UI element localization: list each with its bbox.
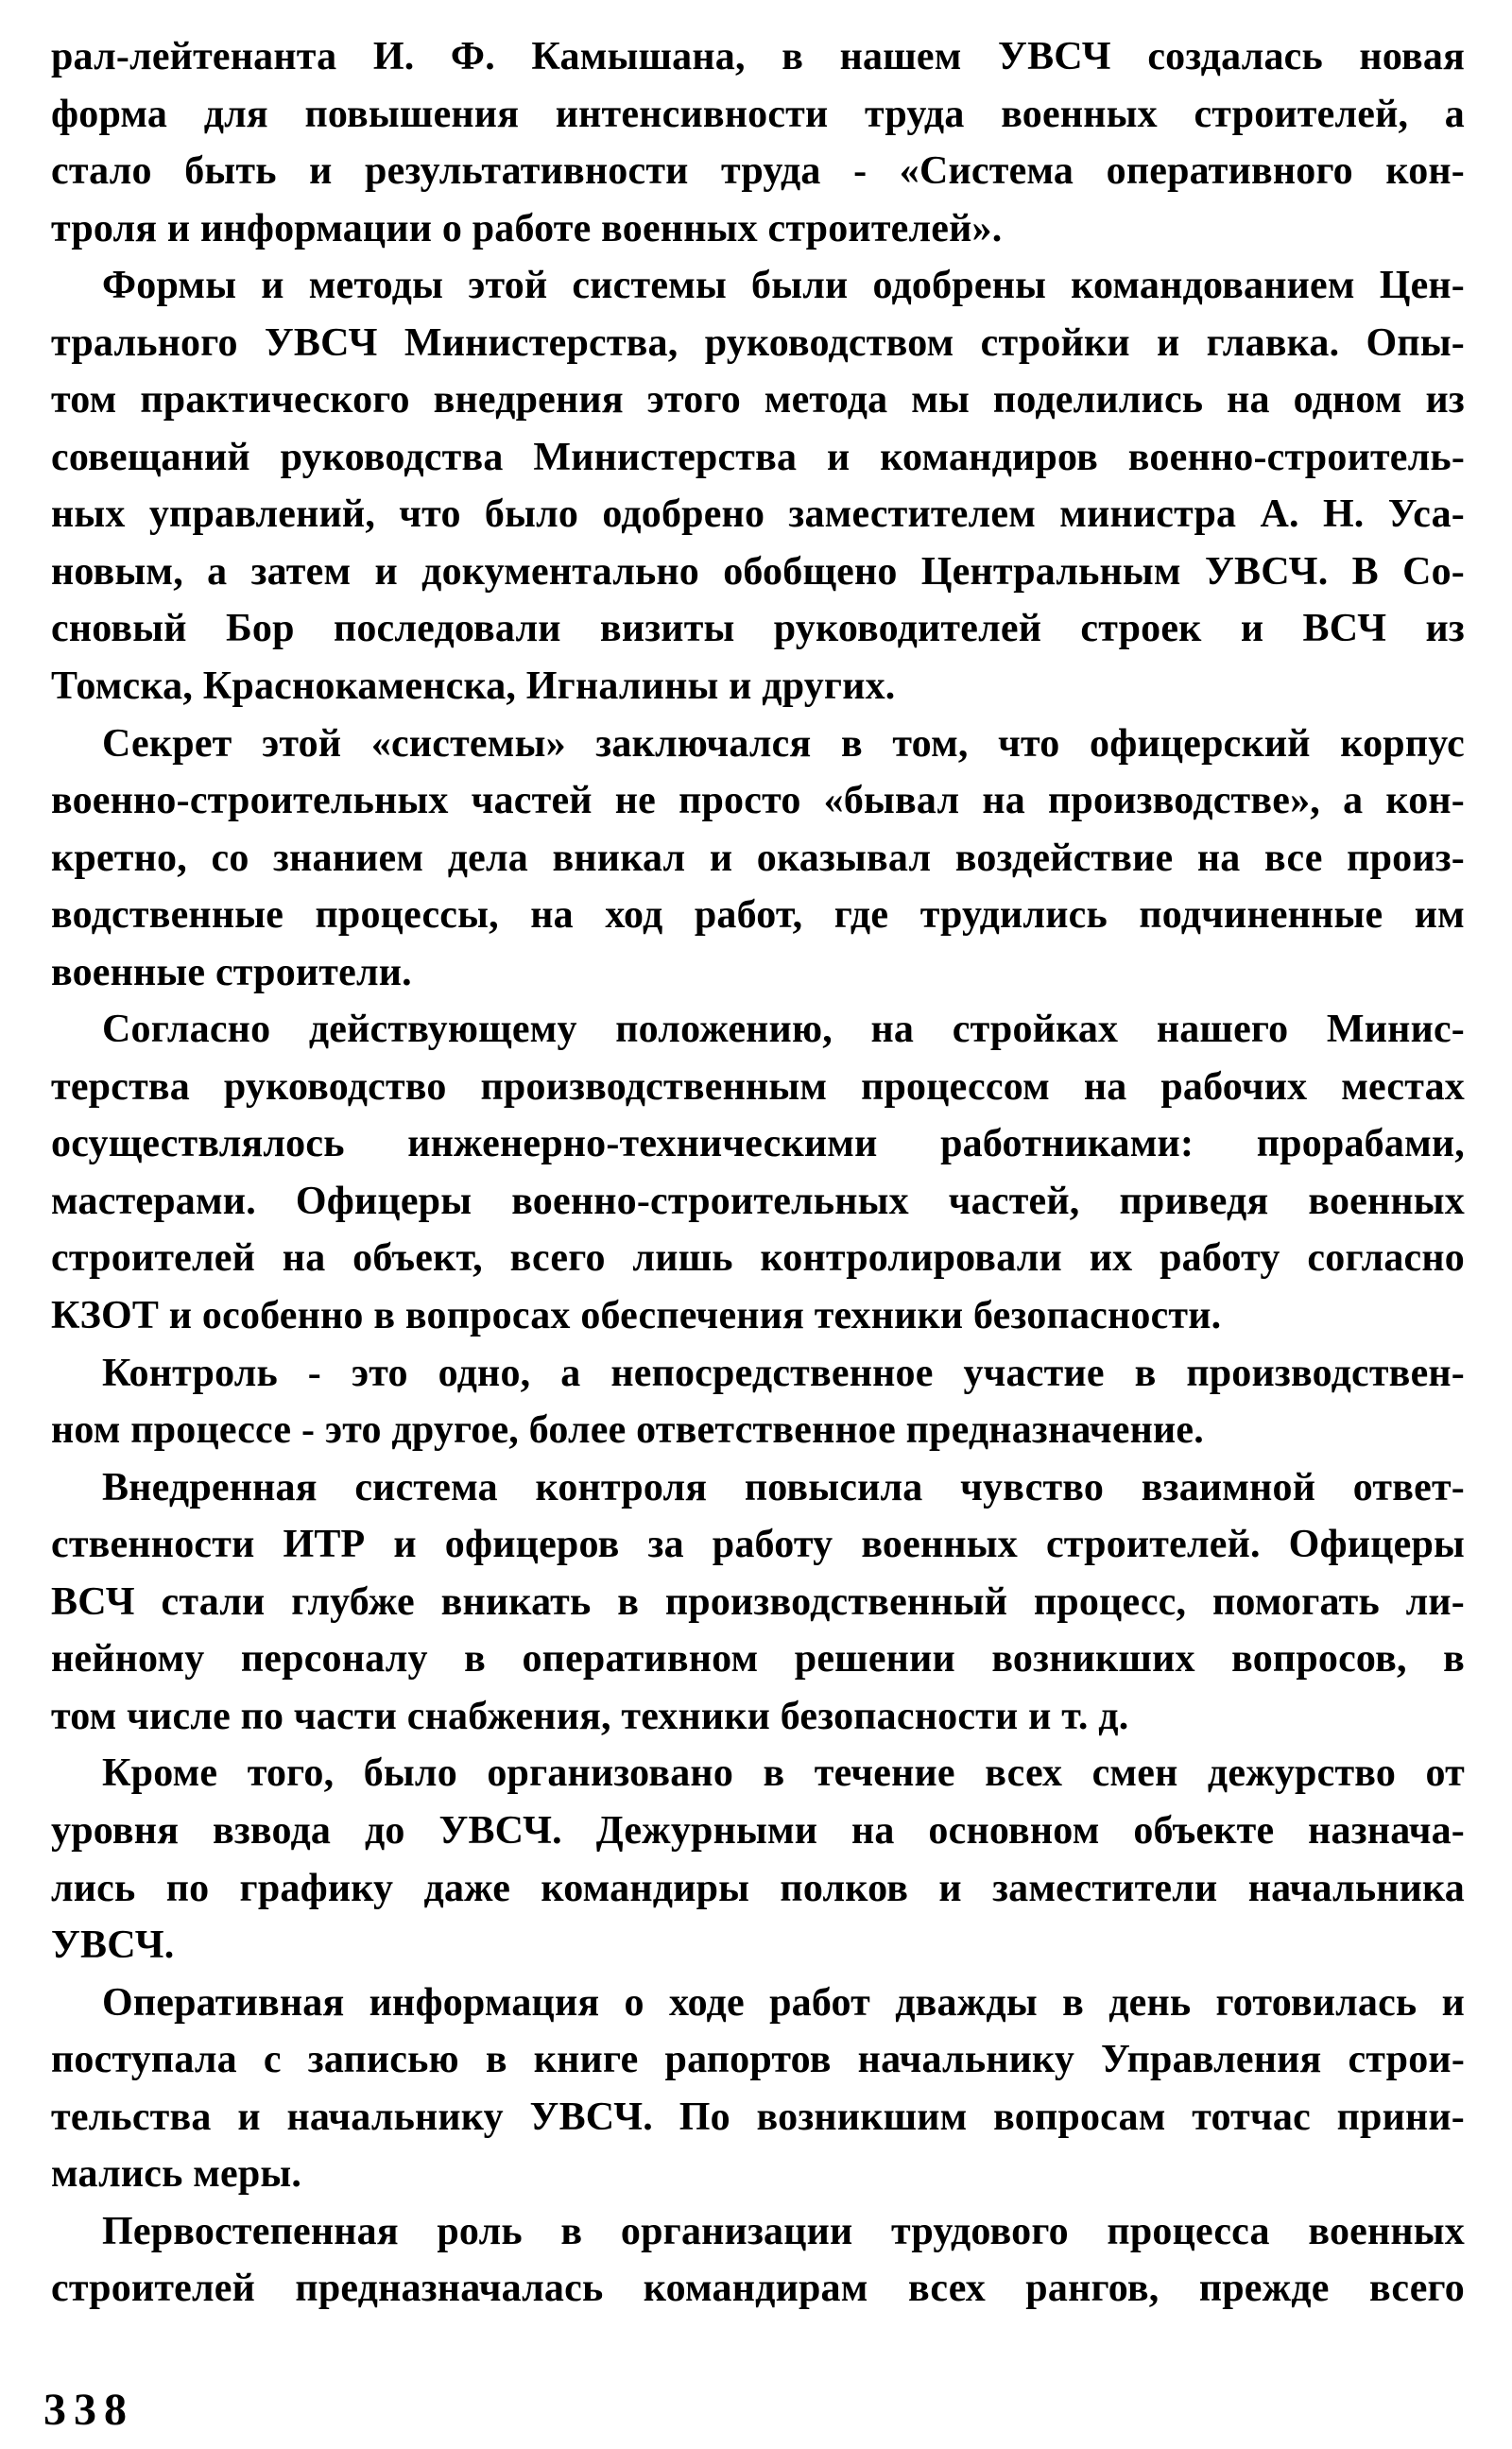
paragraph [51,2203,1465,2318]
text-line: Кроме того, было организовано в течение всех смен дежурство от [102,1751,1465,1796]
paragraph [51,28,1465,257]
text-line: КЗОТ и особенно в вопросах обеспечения техники безопасности. [51,1294,1222,1338]
text-line: Внедренная система контроля повысила чувство взаимной ответ- [102,1465,1465,1509]
text-line: том практического внедрения этого метода мы поделились на одном из [51,378,1465,423]
text-line: Оперативная информация о ходе работ дважды в день готовилась и [102,1980,1465,2025]
paragraph [51,1975,1465,2203]
text-line: водственные процессы, на ход работ, где трудились подчиненные им [51,893,1465,938]
paragraph [51,1345,1465,1459]
text-line: стало быть и результативности труда - «Система оперативного кон- [51,149,1465,194]
text-line: ном процессе - это другое, более ответственное предназначение. [51,1408,1204,1453]
text-line: том числе по части снабжения, техники безопасности и т. д. [51,1694,1129,1738]
text-line: мались меры. [51,2152,302,2197]
text-line: тельства и начальнику УВСЧ. По возникшим вопросам тотчас прини- [51,2095,1465,2139]
text-line: трального УВСЧ Министерства, руководством стройки и главка. Опы- [51,320,1465,365]
text-line: Согласно действующему положению, на стройках нашего Минис- [102,1008,1465,1052]
text-line: троля и информации о работе военных строителей». [51,206,1003,250]
text-line: поступала с записью в книге рапортов начальнику Управления строи- [51,2038,1465,2082]
text-line: ных управлений, что было одобрено заместителем министра А. Н. Уса- [51,492,1465,537]
text-line: сновый Бор последовали визиты руководителей строек и ВСЧ из [51,607,1465,651]
paragraph [51,1459,1465,1746]
text-line: военные строители. [51,950,412,994]
page-number: 338 [43,2385,134,2435]
paragraph [51,716,1465,1002]
text-line: уровня взвода до УВСЧ. Дежурными на основном объекте назнача- [51,1808,1465,1853]
page-text [51,28,1465,2318]
text-line: осуществлялось инженерно-техническими работниками: прорабами, [51,1122,1465,1166]
text-line: военно-строительных частей не просто «бывал на производстве», а кон- [51,779,1465,823]
text-line: мастерами. Офицеры военно-строительных частей, приведя военных [51,1179,1465,1223]
paragraph [51,257,1465,715]
text-line: ственности ИТР и офицеров за работу военных строителей. Офицеры [51,1523,1465,1567]
text-line: Секрет этой «системы» заключался в том, что офицерский корпус [102,721,1465,766]
text-line: рал-лейтенанта И. Ф. Камышана, в нашем УВСЧ создалась новая [51,35,1465,78]
text-line: нейному персоналу в оперативном решении возникших вопросов, в [51,1637,1465,1682]
text-line: строителей на объект, всего лишь контролировали их работу согласно [51,1236,1465,1281]
text-line: Первостепенная роль в организации трудового процесса военных [102,2209,1465,2253]
text-line: строителей предназначалась командирам всех рангов, прежде всего [51,2267,1465,2311]
paragraph [51,1001,1465,1344]
text-line: кретно, со знанием дела вникал и оказывал воздействие на все произ- [51,836,1465,880]
text-line: УВСЧ. [51,1923,175,1968]
text-line: Томска, Краснокаменска, Игналины и других. [51,664,896,709]
text-line: совещаний руководства Министерства и командиров военно-строитель- [51,435,1465,479]
text-line: новым, а затем и документально обобщено Центральным УВСЧ. В Со- [51,549,1465,594]
text-line: Формы и методы этой системы были одобрены командованием Цен- [102,264,1465,308]
text-line: ВСЧ стали глубже вникать в производственный процесс, помогать ли- [51,1579,1465,1624]
text-line: терства руководство производственным процессом на рабочих местах [51,1064,1465,1109]
paragraph [51,1745,1465,1974]
text-line: лись по графику даже командиры полков и заместители начальника [51,1866,1465,1910]
text-line: Контроль - это одно, а непосредственное участие в производствен- [102,1351,1465,1395]
text-line: форма для повышения интенсивности труда военных строителей, а [51,92,1465,136]
